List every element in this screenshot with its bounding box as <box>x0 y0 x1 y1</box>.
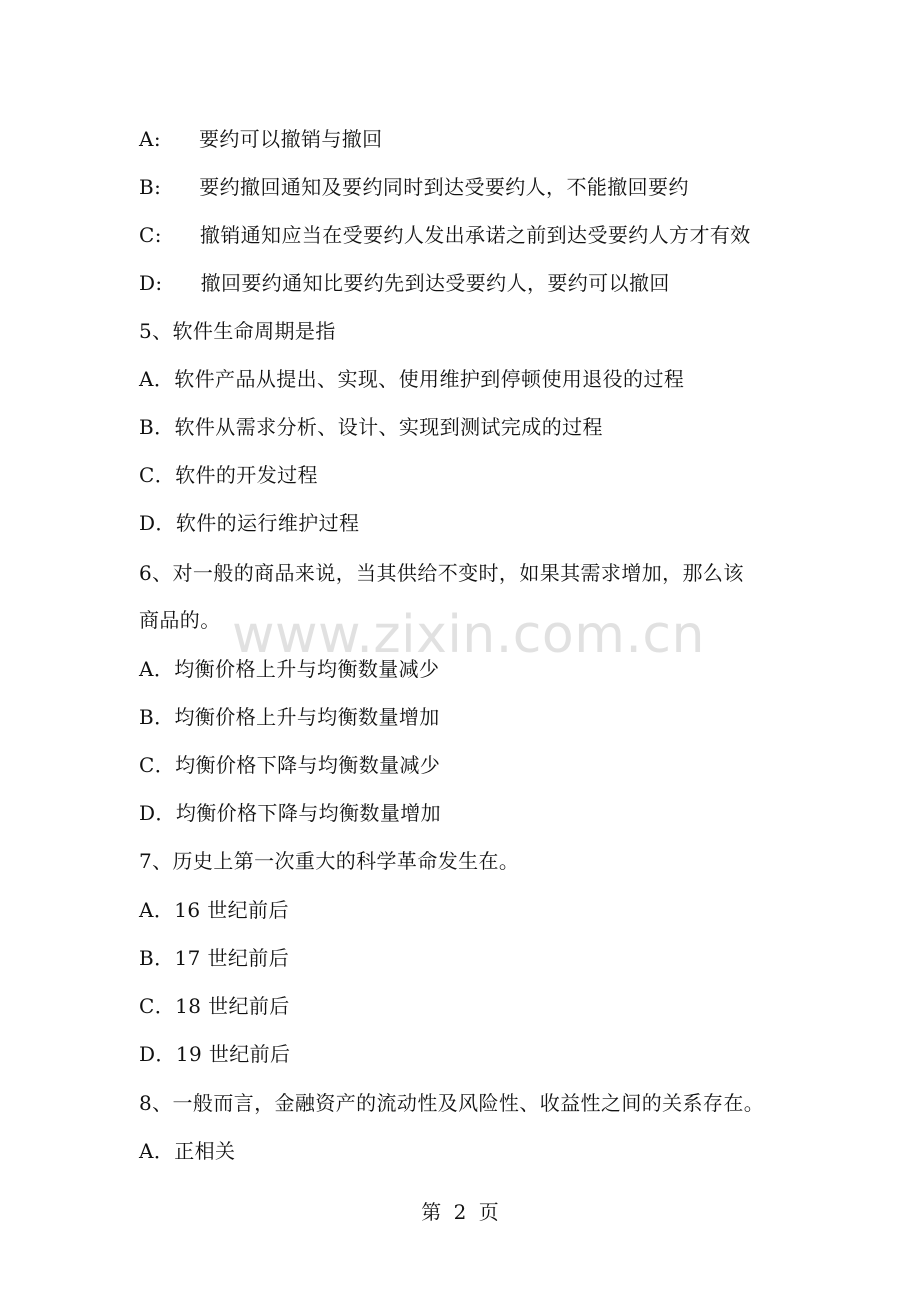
question-7-option-d: D．19 世纪前后 <box>139 1042 291 1066</box>
option-b-line <box>139 173 689 201</box>
option-a-line <box>139 125 383 153</box>
watermark: www.zixin.com.cn <box>232 605 705 665</box>
question-7: 7、历史上第一次重大的科学革命发生在。 <box>139 849 520 873</box>
question-7-option-b: B．17 世纪前后 <box>139 946 290 970</box>
question-6-option-b: B．均衡价格上升与均衡数量增加 <box>139 705 440 729</box>
option-label: C: <box>139 223 162 247</box>
page-number: 第 2 页 <box>421 1200 499 1224</box>
question-5-option-b: B．软件从需求分析、设计、实现到测试完成的过程 <box>139 415 603 439</box>
question-5: 5、软件生命周期是指 <box>139 319 336 343</box>
question-8-option-a: A．正相关 <box>139 1139 236 1163</box>
option-text: 撤回要约通知比要约先到达受要约人，要约可以撤回 <box>200 271 670 295</box>
option-label: D: <box>139 271 163 295</box>
option-label: A: <box>139 127 161 151</box>
question-6-option-d: D．均衡价格下降与均衡数量增加 <box>139 801 442 825</box>
question-7-option-a: A．16 世纪前后 <box>139 898 289 922</box>
question-6-continued: 商品的。 <box>139 608 221 632</box>
question-5-option-c: C．软件的开发过程 <box>139 463 318 487</box>
question-6: 6、对一般的商品来说，当其供给不变时，如果其需求增加，那么该 <box>139 561 744 585</box>
question-6-option-a: A．均衡价格上升与均衡数量减少 <box>139 657 440 681</box>
option-label: B: <box>139 175 162 199</box>
option-text: 撤销通知应当在受要约人发出承诺之前到达受要约人方才有效 <box>199 223 751 247</box>
question-8: 8、一般而言，金融资产的流动性及风险性、收益性之间的关系存在。 <box>139 1091 765 1115</box>
question-6-option-c: C．均衡价格下降与均衡数量减少 <box>139 753 441 777</box>
question-5-option-a: A．软件产品从提出、实现、使用维护到停顿使用退役的过程 <box>139 367 685 391</box>
option-text: 要约可以撤销与撤回 <box>198 127 383 151</box>
question-7-option-c: C．18 世纪前后 <box>139 994 290 1018</box>
option-d-line <box>139 269 670 297</box>
option-text: 要约撤回通知及要约同时到达受要约人，不能撤回要约 <box>199 175 689 199</box>
question-5-option-d: D．软件的运行维护过程 <box>139 511 360 535</box>
option-c-line <box>139 221 751 249</box>
